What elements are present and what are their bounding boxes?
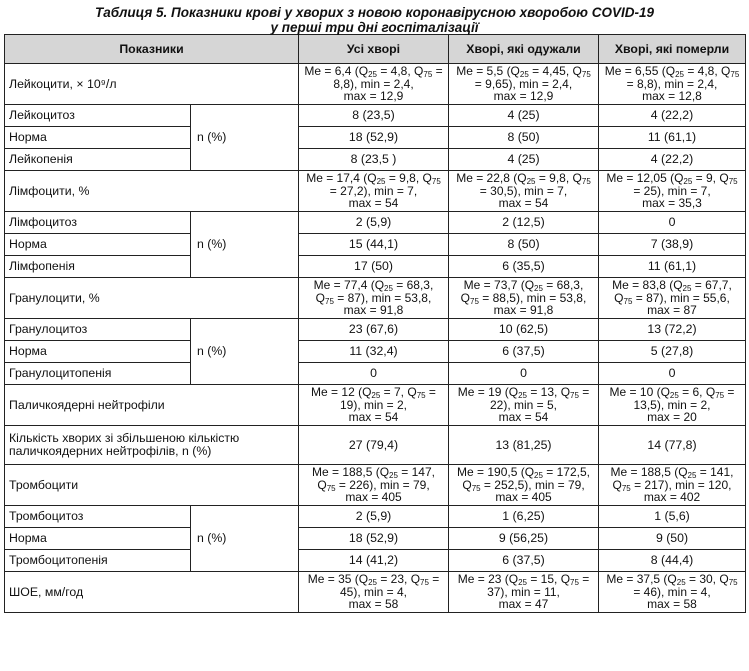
median-prefix: Me = 6,4 (Q (304, 64, 369, 79)
group-row (5, 341, 746, 363)
q25-value: = 67,7, (691, 278, 732, 293)
count-cell: 23 (67,6) (299, 319, 449, 341)
count-cell: 0 (599, 363, 746, 385)
q75-min-value: = 8,8), min = 2,4, (333, 64, 443, 91)
count-cell: 1 (5,6) (599, 506, 746, 528)
median-prefix: Me = 12 (Q (311, 385, 372, 400)
median-prefix: Me = 17,4 (Q (306, 171, 377, 186)
group-row (5, 234, 746, 256)
group-item-label: Лейкоцитоз (5, 105, 191, 127)
q75-subscript: 75 (581, 177, 591, 187)
stat-row (5, 278, 746, 319)
count-cell: 0 (299, 363, 449, 385)
q-letter: Q (721, 64, 731, 79)
q75-subscript: 75 (730, 70, 740, 80)
q25-value: = 4,8, (683, 64, 718, 79)
q75-min-value: = 252,5), min = 79, (480, 477, 585, 492)
group-row (5, 256, 746, 278)
stat-row (5, 385, 746, 426)
count-cell: 18 (52,9) (299, 127, 449, 149)
indicator-label: Лімфоцити, % (5, 171, 299, 212)
q75-subscript: 75 (431, 177, 441, 187)
q-letter: Q (560, 385, 571, 400)
q25-value: = 4,45, (528, 64, 570, 79)
count-cell: 2 (5,9) (299, 506, 449, 528)
indicator-label: ШОЕ, мм/год (5, 572, 299, 613)
q25-value: = 30, (685, 572, 717, 587)
group-item-label: Лімфоцитоз (5, 212, 191, 234)
group-item-label: Норма (5, 234, 191, 256)
q75-min-value: = 13,5), min = 2, (633, 385, 735, 412)
q25-value: = 9, (692, 171, 717, 186)
median-prefix: Me = 35 (Q (307, 572, 369, 587)
q-letter: Q (422, 171, 432, 186)
median-prefix: Me = 83,8 (Q (612, 278, 683, 293)
q25-value: = 141, (696, 465, 734, 480)
group-item-label: Гранулоцитоз (5, 319, 191, 341)
q-letter: Q (560, 572, 571, 587)
indicator-label: Кількість хворих зі збільшеною кількістю паличкоядерних нейтрофілів, n (%) (5, 426, 299, 465)
q25-value: = 68,3, (392, 278, 434, 293)
count-cell: 8 (50) (449, 234, 599, 256)
caption-line-2: у перші три дні госпіталізації (270, 20, 479, 35)
max-value: max = 405 (495, 490, 552, 505)
q75-min-value: = 37), min = 11, (487, 572, 590, 599)
max-value: max = 20 (647, 410, 697, 425)
count-cell: 2 (5,9) (299, 212, 449, 234)
group-item-label: Лейкопенія (5, 149, 191, 171)
count-cell: 8 (50) (449, 127, 599, 149)
count-cell: 10 (62,5) (449, 319, 599, 341)
median-prefix: Me = 73,7 (Q (463, 278, 535, 293)
q25-subscript: 25 (519, 70, 529, 80)
q25-value: = 9,8, (385, 171, 420, 186)
header-indicators: Показники (5, 35, 299, 64)
q25-value: = 172,5, (542, 465, 590, 480)
count-cell: 15 (44,1) (299, 234, 449, 256)
group-row (5, 319, 746, 341)
q75-min-value: = 46), min = 4, (633, 584, 711, 599)
median-prefix: Me = 23 (Q (457, 572, 519, 587)
median-prefix: Me = 19 (Q (457, 385, 519, 400)
q25-value: = 23, (376, 572, 408, 587)
count-cell: 11 (32,4) (299, 341, 449, 363)
group-item-label: Тромбоцитоз (5, 506, 191, 528)
max-value: max = 12,9 (493, 89, 554, 104)
count-cell: 7 (38,9) (599, 234, 746, 256)
q25-subscript: 25 (526, 177, 536, 187)
stat-row (5, 171, 746, 212)
q25-subscript: 25 (669, 391, 679, 401)
header-deceased: Хворі, які померли (599, 35, 746, 64)
count-cell: 27 (79,4) (299, 426, 449, 465)
count-cell: 14 (41,2) (299, 550, 449, 572)
count-cell: 13 (81,25) (449, 426, 599, 465)
q25-subscript: 25 (675, 70, 684, 80)
q-letter: Q (612, 477, 622, 492)
q75-subscript: 75 (325, 296, 334, 306)
median-prefix: Me = 22,8 (Q (456, 171, 527, 186)
q25-subscript: 25 (371, 391, 381, 401)
median-prefix: Me = 12,05 (Q (606, 171, 684, 186)
count-cell: 5 (27,8) (599, 341, 746, 363)
q75-min-value: = 45), min = 4, (339, 572, 440, 599)
count-cell: 6 (37,5) (449, 341, 599, 363)
q25-subscript: 25 (384, 284, 393, 294)
stat-cell (599, 278, 746, 319)
count-cell: 17 (50) (299, 256, 449, 278)
count-cell: 11 (61,1) (599, 127, 746, 149)
q-letter: Q (572, 171, 582, 186)
count-cell: 11 (61,1) (599, 256, 746, 278)
q25-subscript: 25 (534, 471, 543, 481)
count-cell: 6 (35,5) (449, 256, 599, 278)
group-item-label: Норма (5, 341, 191, 363)
header-row (5, 35, 746, 64)
median-prefix: Me = 188,5 (Q (312, 465, 390, 480)
q75-min-value: = 19), min = 2, (339, 385, 436, 412)
group-item-label: Тромбоцитопенія (5, 550, 191, 572)
q25-subscript: 25 (534, 284, 543, 294)
q-letter: Q (410, 572, 421, 587)
q75-subscript: 75 (581, 70, 591, 80)
group-item-label: Гранулоцитопенія (5, 363, 191, 385)
q25-value: = 6, (678, 385, 703, 400)
table-caption (0, 0, 749, 34)
median-prefix: Me = 5,5 (Q (456, 64, 520, 79)
max-value: max = 35,3 (642, 196, 702, 211)
q25-value: = 13, (526, 385, 558, 400)
stat-cell (599, 385, 746, 426)
q25-subscript: 25 (368, 70, 377, 80)
stat-row (5, 64, 746, 105)
stat-row (5, 572, 746, 613)
stat-cell (449, 171, 599, 212)
group-row (5, 212, 746, 234)
max-value: max = 58 (647, 597, 697, 612)
count-cell: 4 (25) (449, 105, 599, 127)
stat-row (5, 465, 746, 506)
q25-subscript: 25 (368, 578, 377, 588)
q75-min-value: = 27,2), min = 7, (329, 183, 418, 198)
blood-indicators-table (4, 34, 746, 613)
group-row (5, 363, 746, 385)
count-cell: 9 (56,25) (449, 528, 599, 550)
stat-cell (299, 572, 449, 613)
count-cell: 4 (22,2) (599, 105, 746, 127)
count-cell: 0 (449, 363, 599, 385)
median-prefix: Me = 37,5 (Q (606, 572, 677, 587)
max-value: max = 54 (348, 410, 399, 425)
count-cell: 4 (25) (449, 149, 599, 171)
max-value: max = 12,9 (343, 89, 404, 104)
stat-cell (299, 465, 449, 506)
stat-cell (449, 465, 599, 506)
q-letter: Q (572, 64, 582, 79)
max-value: max = 91,8 (493, 303, 554, 318)
q25-value: = 4,8, (376, 64, 411, 79)
q-letter: Q (460, 290, 471, 305)
q75-subscript: 75 (715, 391, 725, 401)
q75-subscript: 75 (570, 391, 579, 401)
max-value: max = 54 (498, 410, 549, 425)
q25-subscript: 25 (687, 471, 697, 481)
table-body (5, 64, 746, 613)
count-cell: 13 (72,2) (599, 319, 746, 341)
stat-cell (449, 572, 599, 613)
stat-cell (299, 171, 449, 212)
group-row (5, 149, 746, 171)
stat-cell (449, 385, 599, 426)
plain-row (5, 426, 746, 465)
indicator-label: Тромбоцити (5, 465, 299, 506)
group-row (5, 528, 746, 550)
q75-min-value: = 9,65), min = 2,4, (474, 76, 573, 91)
max-value: max = 47 (498, 597, 549, 612)
q75-min-value: = 87), min = 55,6, (632, 290, 730, 305)
stat-cell (449, 64, 599, 105)
q25-subscript: 25 (676, 578, 686, 588)
max-value: max = 12,8 (642, 89, 702, 104)
q25-subscript: 25 (683, 177, 693, 187)
q75-min-value: = 22), min = 5, (489, 385, 590, 412)
q-letter: Q (462, 477, 472, 492)
count-cell: 4 (22,2) (599, 149, 746, 171)
group-row (5, 127, 746, 149)
count-cell: 8 (23,5) (299, 105, 449, 127)
max-value: max = 87 (647, 303, 697, 318)
q75-subscript: 75 (570, 578, 579, 588)
count-cell: 9 (50) (599, 528, 746, 550)
q75-subscript: 75 (326, 483, 336, 493)
group-item-label: Норма (5, 528, 191, 550)
q-letter: Q (614, 290, 624, 305)
max-value: max = 58 (348, 597, 399, 612)
q75-min-value: = 30,5), min = 7, (479, 183, 568, 198)
q75-min-value: = 87), min = 53,8, (333, 290, 432, 305)
q-letter: Q (317, 477, 327, 492)
q75-min-value: = 25), min = 7, (633, 183, 711, 198)
header-all-patients: Усі хворі (299, 35, 449, 64)
stat-cell (299, 385, 449, 426)
group-item-label: Лімфопенія (5, 256, 191, 278)
unit-n-percent: n (%) (191, 212, 299, 278)
count-cell: 14 (77,8) (599, 426, 746, 465)
q-letter: Q (719, 572, 729, 587)
median-prefix: Me = 10 (Q (609, 385, 670, 400)
q25-subscript: 25 (518, 391, 527, 401)
stat-cell (599, 171, 746, 212)
median-prefix: Me = 77,4 (Q (313, 278, 385, 293)
count-cell: 0 (599, 212, 746, 234)
count-cell: 2 (12,5) (449, 212, 599, 234)
q-letter: Q (705, 385, 716, 400)
q25-value: = 7, (380, 385, 404, 400)
stat-cell (299, 64, 449, 105)
q75-subscript: 75 (416, 391, 426, 401)
group-item-label: Норма (5, 127, 191, 149)
q75-subscript: 75 (423, 70, 433, 80)
q75-min-value: = 217), min = 120, (630, 477, 732, 492)
q75-subscript: 75 (471, 483, 481, 493)
max-value: max = 402 (643, 490, 701, 505)
q25-subscript: 25 (682, 284, 692, 294)
q25-subscript: 25 (518, 578, 527, 588)
q-letter: Q (719, 171, 729, 186)
max-value: max = 91,8 (343, 303, 404, 318)
q75-subscript: 75 (728, 177, 738, 187)
group-row (5, 550, 746, 572)
indicator-label: Лейкоцити, × 10⁹/л (5, 64, 299, 105)
q75-min-value: = 88,5), min = 53,8, (478, 290, 587, 305)
stat-cell (299, 278, 449, 319)
q75-subscript: 75 (728, 578, 738, 588)
group-row (5, 506, 746, 528)
q25-value: = 68,3, (542, 278, 584, 293)
stat-cell (449, 278, 599, 319)
q75-min-value: = 226), min = 79, (335, 477, 430, 492)
indicator-label: Паличкоядерні нейтрофіли (5, 385, 299, 426)
count-cell: 1 (6,25) (449, 506, 599, 528)
max-value: max = 54 (498, 196, 549, 211)
q-letter: Q (315, 290, 326, 305)
q75-subscript: 75 (623, 296, 633, 306)
q75-min-value: = 8,8), min = 2,4, (626, 76, 718, 91)
q25-subscript: 25 (376, 177, 386, 187)
median-prefix: Me = 190,5 (Q (457, 465, 535, 480)
q75-subscript: 75 (470, 296, 479, 306)
count-cell: 8 (44,4) (599, 550, 746, 572)
max-value: max = 54 (348, 196, 399, 211)
q-letter: Q (414, 64, 424, 79)
q-letter: Q (407, 385, 417, 400)
count-cell: 8 (23,5 ) (299, 149, 449, 171)
median-prefix: Me = 6,55 (Q (604, 64, 676, 79)
group-row (5, 105, 746, 127)
unit-n-percent: n (%) (191, 319, 299, 385)
caption-line-1: Таблиця 5. Показники крові у хворих з новою коронавірусною хворобою COVID-19 (95, 5, 654, 20)
unit-n-percent: n (%) (191, 506, 299, 572)
indicator-label: Гранулоцити, % (5, 278, 299, 319)
unit-n-percent: n (%) (191, 105, 299, 171)
q25-value: = 15, (526, 572, 558, 587)
stat-cell (599, 572, 746, 613)
median-prefix: Me = 188,5 (Q (610, 465, 688, 480)
max-value: max = 405 (345, 490, 402, 505)
q75-subscript: 75 (621, 483, 631, 493)
header-recovered: Хворі, які одужали (449, 35, 599, 64)
stat-cell (599, 64, 746, 105)
count-cell: 18 (52,9) (299, 528, 449, 550)
q25-value: = 9,8, (535, 171, 570, 186)
count-cell: 6 (37,5) (449, 550, 599, 572)
q25-value: = 147, (397, 465, 435, 480)
q75-subscript: 75 (420, 578, 429, 588)
stat-cell (599, 465, 746, 506)
q25-subscript: 25 (389, 471, 398, 481)
